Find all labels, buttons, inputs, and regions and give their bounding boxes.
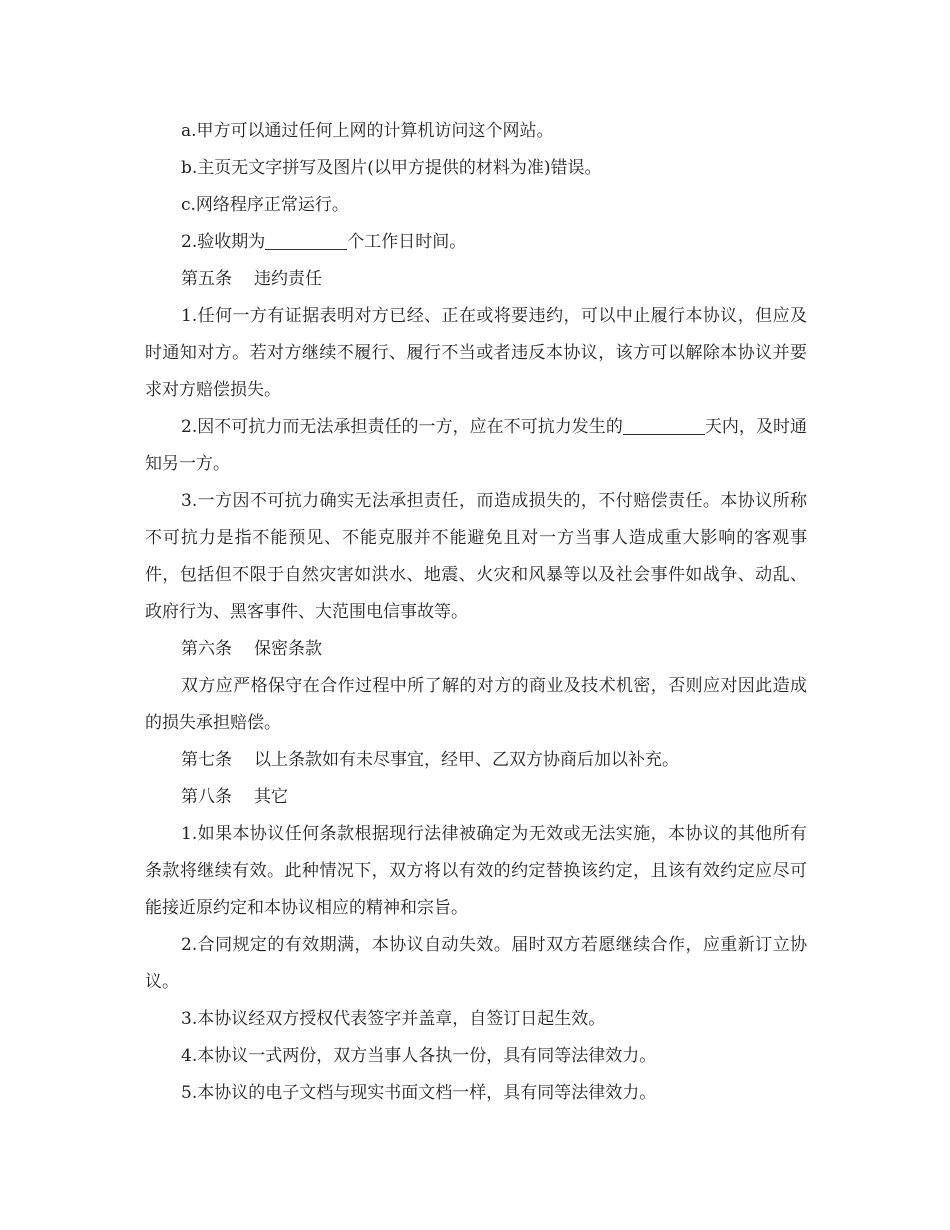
article-5-paragraph-3: 3.一方因不可抗力确实无法承担责任，而造成损失的，不付赔偿责任。本协议所称不可抗力是指不能预见、不能克服并不能避免且对一方当事人造成重大影响的客观事件，包括但不限于自然灾害如洪水、地震、火灾和风暴等以及社会事件如战争、动乱、政府行为、黑客事件、大范围电信事故等。 <box>145 491 807 622</box>
article-5-paragraph-2 <box>145 409 807 483</box>
article-5-title: 违约责任 <box>254 269 322 289</box>
clause-item-c: c.网络程序正常运行。 <box>181 195 349 215</box>
article-8-paragraph-5: 5.本协议的电子文档与现实书面文档一样，具有同等法律效力。 <box>181 1083 657 1103</box>
article-6-heading <box>145 631 807 668</box>
article-6-number: 第六条 <box>181 639 232 659</box>
acceptance-period-text: 2.验收期为 <box>181 232 266 252</box>
article-7-text: 以上条款如有未尽事宜，经甲、乙双方协商后加以补充。 <box>254 750 679 770</box>
clause-item-b: b.主页无文字拼写及图片(以甲方提供的材料为准)错误。 <box>181 158 602 178</box>
notice-days-blank <box>623 414 705 435</box>
document-body <box>145 113 807 1112</box>
article-8-paragraph-2: 2.合同规定的有效期满，本协议自动失效。届时双方若愿继续合作，应重新订立协议。 <box>145 935 807 992</box>
article-7-number: 第七条 <box>181 750 232 770</box>
article-8-heading <box>145 779 807 816</box>
article-8-number: 第八条 <box>181 787 232 807</box>
article-6-paragraph-1: 双方应严格保守在合作过程中所了解的对方的商业及技术机密，否则应对因此造成的损失承担赔偿。 <box>145 676 807 733</box>
article-5-paragraph-1: 1.任何一方有证据表明对方已经、正在或将要违约，可以中止履行本协议，但应及时通知对方。若对方继续不履行、履行不当或者违反本协议，该方可以解除本协议并要求对方赔偿损失。 <box>145 306 807 400</box>
acceptance-days-blank <box>265 229 347 250</box>
article-5-number: 第五条 <box>181 269 232 289</box>
acceptance-period-clause <box>145 224 807 261</box>
article-5-paragraph-2-text: 2.因不可抗力而无法承担责任的一方，应在不可抗力发生的 <box>181 417 623 437</box>
article-8-title: 其它 <box>254 787 288 807</box>
article-8-paragraph-1: 1.如果本协议任何条款根据现行法律被确定为无效或无法实施，本协议的其他所有条款将继续有效。此种情况下，双方将以有效的约定替换该约定，且该有效约定应尽可能接近原约定和本协议相应的精神和宗旨。 <box>145 824 807 918</box>
article-7-heading <box>145 742 807 779</box>
article-6-title: 保密条款 <box>254 639 322 659</box>
article-8-paragraph-4: 4.本协议一式两份，双方当事人各执一份，具有同等法律效力。 <box>181 1046 657 1066</box>
clause-item-a: a.甲方可以通过任何上网的计算机访问这个网站。 <box>181 121 554 141</box>
article-5-heading <box>145 261 807 298</box>
acceptance-period-suffix: 个工作日时间。 <box>347 232 467 252</box>
article-5-paragraph-2-suffix: 天内，及时通知另一方。 <box>145 417 808 474</box>
article-8-paragraph-3: 3.本协议经双方授权代表签字并盖章，自签订日起生效。 <box>181 1009 606 1029</box>
